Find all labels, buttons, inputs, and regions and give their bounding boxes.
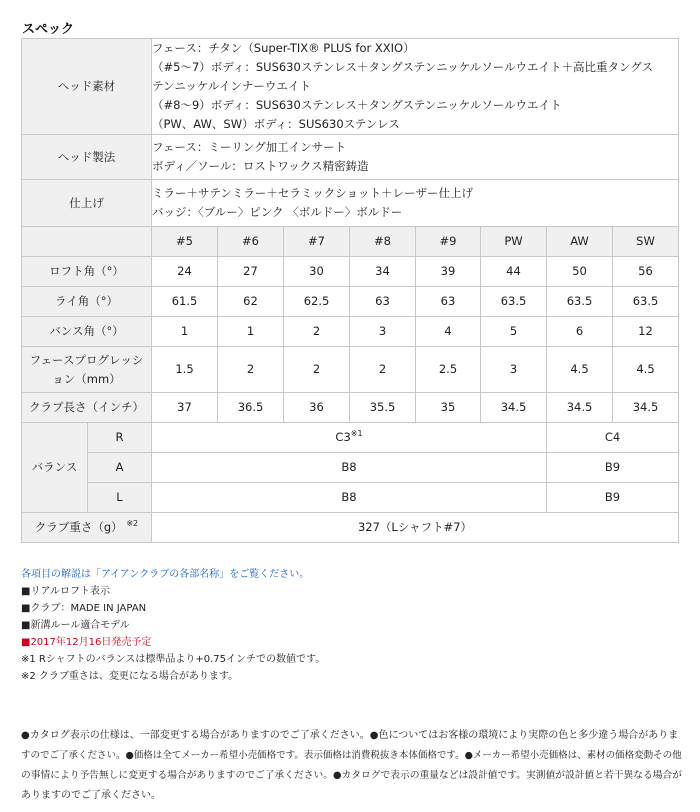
cell-value: 3 [350, 317, 416, 347]
label-balance: バランス [22, 423, 88, 513]
balance-value [152, 423, 547, 453]
club-header: #7 [284, 227, 350, 257]
cell-value: 35 [416, 393, 481, 423]
row-club-header [22, 227, 679, 257]
balance-value-text: C3 [335, 430, 351, 444]
flex-label: L [88, 483, 152, 513]
cell-value: 56 [613, 257, 679, 287]
cell-value: 1 [152, 317, 218, 347]
weight-label-text: クラブ重さ（g） [34, 520, 123, 534]
disclaimer-line: ●カタログ表示の仕様は、一部変更する場合がありますのでご了承ください。●色についてはお客様の環境により実際の色と多少違う場合がありま [21, 730, 679, 741]
cell-value: 34.5 [613, 393, 679, 423]
club-header: #8 [350, 227, 416, 257]
row-finish [22, 180, 679, 227]
balance-value: B9 [547, 483, 679, 513]
spec-table [21, 38, 679, 543]
weight-value: 327（Lシャフト#7） [152, 513, 679, 543]
text-line: ボディ／ソール：ロストワックス精密鋳造 [152, 159, 369, 173]
cell-value: 2 [284, 317, 350, 347]
text-line: フェース：ミーリング加工インサート [152, 140, 347, 154]
text-line: テンニッケルインナーウエイト [152, 79, 311, 93]
club-header: AW [547, 227, 613, 257]
cell-value: 63.5 [481, 287, 547, 317]
flex-label: A [88, 453, 152, 483]
cell-value: 2 [350, 347, 416, 393]
cell-value: 5 [481, 317, 547, 347]
cell-value: 61.5 [152, 287, 218, 317]
label-face-progression [22, 347, 152, 393]
cell-value: 30 [284, 257, 350, 287]
text-line: ミラー＋サテンミラー＋セラミックショット＋レーザー仕上げ [152, 186, 473, 200]
balance-value: B8 [152, 483, 547, 513]
label-weight [22, 513, 152, 543]
cell-value: 2 [218, 347, 284, 393]
footnote: ※2 クラブ重さは、変更になる場合があります。 [21, 671, 239, 682]
cell-value: 2 [284, 347, 350, 393]
note-item: ■クラブ：MADE IN JAPAN [21, 603, 147, 614]
catalog-disclaimer [21, 726, 685, 806]
cell-value: 34.5 [481, 393, 547, 423]
cell-value: 34 [350, 257, 416, 287]
cell-value: 4.5 [547, 347, 613, 393]
label-finish: 仕上げ [22, 180, 152, 227]
label-loft: ロフト角（°） [22, 257, 152, 287]
disclaimer-line: の事情により予告無しに変更する場合がありますのでご了承ください。●カタログで表示の重量などは設計値です。実測値が設計値と若干異なる場合が [21, 770, 682, 781]
text-line: （#8～9）ボディ：SUS630ステンレス＋タングステンニッケルソールウエイト [152, 98, 562, 112]
note-mark: ※2 [126, 519, 139, 528]
row-lie [22, 287, 679, 317]
cell-value: 37 [152, 393, 218, 423]
cell-value: 50 [547, 257, 613, 287]
cell-value: 36 [284, 393, 350, 423]
cell-value: 35.5 [350, 393, 416, 423]
note-item: ■リアルロフト表示 [21, 586, 111, 597]
cell-value: 63 [350, 287, 416, 317]
cell-value: 63.5 [613, 287, 679, 317]
disclaimer-line: すのでご了承ください。●価格は全てメーカー希望小売価格です。表示価格は消費税抜き本体価格です。●メーカー希望小売価格は、素材の価格変動その他 [21, 750, 682, 761]
cell-value: 4.5 [613, 347, 679, 393]
row-face-progression [22, 347, 679, 393]
header-empty [22, 227, 152, 257]
label-line: フェースプログレッシ [29, 352, 144, 367]
row-loft [22, 257, 679, 287]
parts-guide-link[interactable]: 各項目の解説は「アイアンクラブの各部名称」をご覧ください。 [21, 569, 310, 580]
release-date: ■2017年12月16日発売予定 [21, 637, 152, 648]
section-title: スペック [22, 22, 75, 37]
note-item: ■新溝ルール適合モデル [21, 620, 130, 631]
text-line: フェース：チタン（Super-TIX® PLUS for XXIO） [152, 41, 415, 55]
label-head-method: ヘッド製法 [22, 135, 152, 180]
cell-value: 3 [481, 347, 547, 393]
label-club-length: クラブ長さ（インチ） [22, 393, 152, 423]
value-finish [152, 180, 679, 227]
label-line: ョン（mm） [52, 371, 121, 386]
club-header: SW [613, 227, 679, 257]
row-weight [22, 513, 679, 543]
value-head-material [152, 39, 679, 135]
balance-value: B9 [547, 453, 679, 483]
cell-value: 44 [481, 257, 547, 287]
text-line: バッジ：〈ブルー〉ピンク 〈ボルドー〉ボルドー [152, 205, 403, 219]
flex-label: R [88, 423, 152, 453]
row-bounce [22, 317, 679, 347]
cell-value: 6 [547, 317, 613, 347]
cell-value: 4 [416, 317, 481, 347]
club-header: #9 [416, 227, 481, 257]
row-balance-a [22, 453, 679, 483]
footnote: ※1 Rシャフトのバランスは標準品より+0.75インチでの数値です。 [21, 654, 326, 665]
row-balance-l [22, 483, 679, 513]
value-head-method [152, 135, 679, 180]
cell-value: 1 [218, 317, 284, 347]
text-line: （PW、AW、SW）ボディ：SUS630ステンレス [152, 117, 400, 131]
cell-value: 36.5 [218, 393, 284, 423]
row-head-method [22, 135, 679, 180]
balance-value: B8 [152, 453, 547, 483]
cell-value: 24 [152, 257, 218, 287]
cell-value: 63.5 [547, 287, 613, 317]
cell-value: 63 [416, 287, 481, 317]
disclaimer-line: ありますのでご了承ください。 [21, 790, 161, 801]
cell-value: 62.5 [284, 287, 350, 317]
cell-value: 12 [613, 317, 679, 347]
club-header: #5 [152, 227, 218, 257]
cell-value: 27 [218, 257, 284, 287]
label-head-material: ヘッド素材 [22, 39, 152, 135]
label-bounce: バンス角（°） [22, 317, 152, 347]
cell-value: 62 [218, 287, 284, 317]
note-mark: ※1 [350, 429, 363, 438]
cell-value: 1.5 [152, 347, 218, 393]
balance-value: C4 [547, 423, 679, 453]
text-line: （#5～7）ボディ：SUS630ステンレス＋タングステンニッケルソールウエイト＋高比重タングス [152, 60, 654, 74]
cell-value: 39 [416, 257, 481, 287]
row-club-length [22, 393, 679, 423]
row-head-material [22, 39, 679, 135]
label-lie: ライ角（°） [22, 287, 152, 317]
row-balance-r [22, 423, 679, 453]
club-header: PW [481, 227, 547, 257]
cell-value: 34.5 [547, 393, 613, 423]
cell-value: 2.5 [416, 347, 481, 393]
club-header: #6 [218, 227, 284, 257]
notes [21, 566, 681, 685]
